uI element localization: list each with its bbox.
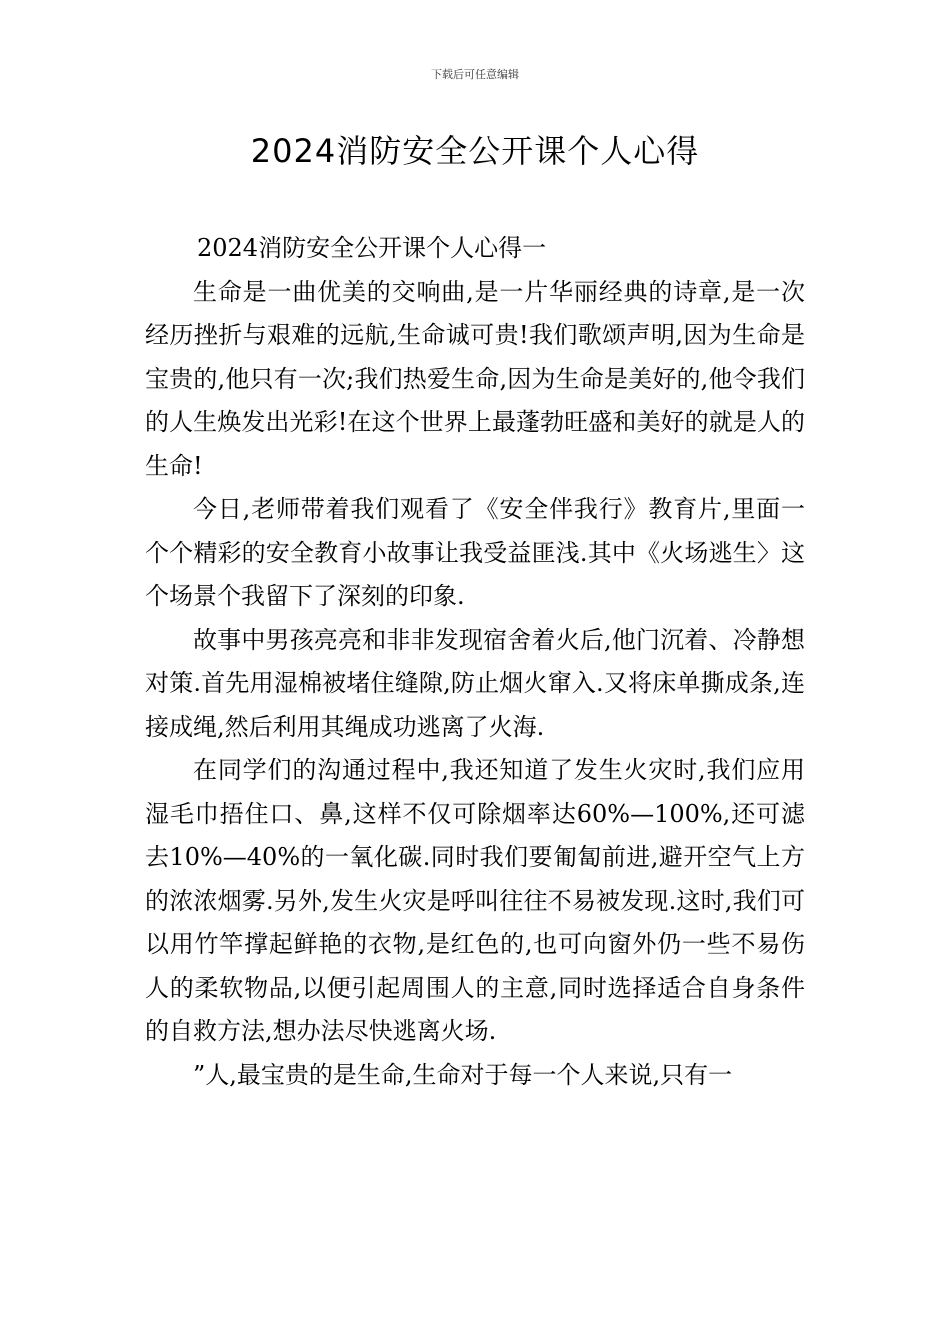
body-paragraph: 今日,老师带着我们观看了《安全伴我行》教育片,里面一个个精彩的安全教育小故事让我受益匪浅.其中《火场逃生〉这个场景个我留下了深刻的印象. <box>145 495 805 610</box>
body-paragraph: 在同学们的沟通过程中,我还知道了发生火灾时,我们应用湿毛巾捂住口、鼻,这样不仅可除烟率达60%—100%,还可滤去10%—40%的一氧化碳.同时我们要匍匐前进,避开空气上方的浓浓烟雾.另外,发生火灾是呼叫往往不易被发现.这时,我们可以用竹竿撑起鲜艳的衣物,是红色的,也可向窗外仍一些不易伤人的柔软物品,以便引起周围人的主意,同时选择适合自身条件的自救方法,想办法尽快逃离火场. <box>145 756 805 1045</box>
document-title: 2024消防安全公开课个人心得 <box>250 132 700 170</box>
body-paragraph: ”人,最宝贵的是生命,生命对于每一个人来说,只有一 <box>193 1060 733 1089</box>
body-paragraph: 故事中男孩亮亮和非非发现宿舍着火后,他门沉着、冷静想对策.首先用湿棉被堵住缝隙,防止烟火窜入.又将床单撕成条,连接成绳,然后利用其绳成功逃离了火海. <box>145 625 805 741</box>
body-paragraph: 生命是一曲优美的交响曲,是一片华丽经典的诗章,是一次经历挫折与艰难的远航,生命诚可贵!我们歌颂声明,因为生命是宝贵的,他只有一次;我们热爱生命,因为生命是美好的,他令我们的人生焕发出光彩!在这个世界上最蓬勃旺盛和美好的就是人的生命! <box>145 277 805 480</box>
section-heading: 2024消防安全公开课个人心得一 <box>197 234 547 262</box>
header-note: 下载后可任意编辑 <box>431 68 519 81</box>
document-body <box>145 227 805 1097</box>
